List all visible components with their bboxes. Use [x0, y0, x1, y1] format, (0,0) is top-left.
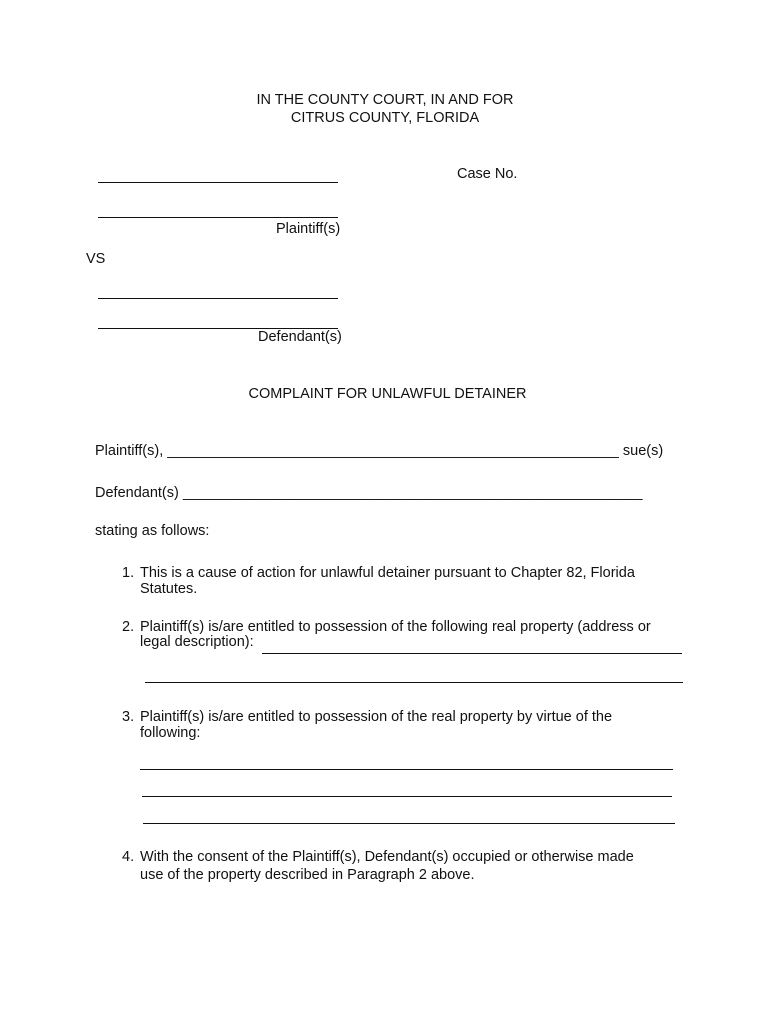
- defendant-label: Defendant(s): [258, 329, 342, 345]
- court-header-line1: IN THE COUNTY COURT, IN AND FOR: [256, 92, 514, 108]
- document-title: COMPLAINT FOR UNLAWFUL DETAINER: [248, 386, 527, 402]
- item-2-number: 2.: [122, 619, 135, 635]
- defendant-line: [95, 485, 643, 502]
- plaintiff-fill-blank[interactable]: ________________________________________________________: [167, 443, 619, 459]
- case-number-label: Case No.: [457, 166, 518, 182]
- versus-label: VS: [86, 251, 106, 267]
- item-2-line1: Plaintiff(s) is/are entitled to possession of the following real property (address or: [140, 619, 651, 635]
- item-2-line2: legal description):: [140, 634, 254, 650]
- basis-line-1[interactable]: [140, 769, 673, 770]
- basis-line-3[interactable]: [143, 823, 675, 824]
- stating-as-follows: stating as follows:: [95, 523, 210, 539]
- item-4-line2: use of the property described in Paragraph 2 above.: [140, 867, 475, 883]
- plaintiff-name-line-2[interactable]: [98, 217, 338, 218]
- defendant-prefix: Defendant(s): [95, 485, 179, 501]
- item-4-line1: With the consent of the Plaintiff(s), Defendant(s) occupied or otherwise made: [140, 849, 634, 865]
- plaintiff-label: Plaintiff(s): [276, 221, 341, 237]
- plaintiff-prefix: Plaintiff(s),: [95, 443, 164, 459]
- defendant-name-line-1[interactable]: [98, 298, 338, 299]
- plaintiff-sues-line: [95, 443, 663, 460]
- plaintiff-name-line-1[interactable]: [98, 182, 338, 183]
- sues-suffix: sue(s): [622, 443, 664, 459]
- property-description-line-2[interactable]: [145, 682, 683, 683]
- basis-line-2[interactable]: [142, 796, 672, 797]
- item-4-number: 4.: [122, 849, 135, 865]
- item-1-number: 1.: [122, 565, 135, 581]
- item-1-line2: Statutes.: [140, 581, 198, 597]
- defendant-fill-blank[interactable]: _________________________________________________________: [182, 485, 643, 501]
- item-1-line1: This is a cause of action for unlawful detainer pursuant to Chapter 82, Florida: [140, 565, 635, 581]
- item-3-number: 3.: [122, 709, 135, 725]
- item-3-line1: Plaintiff(s) is/are entitled to possession of the real property by virtue of the: [140, 709, 613, 725]
- property-description-line-1[interactable]: [262, 653, 682, 654]
- court-header-line2: CITRUS COUNTY, FLORIDA: [290, 110, 480, 126]
- item-3-line2: following:: [140, 725, 201, 741]
